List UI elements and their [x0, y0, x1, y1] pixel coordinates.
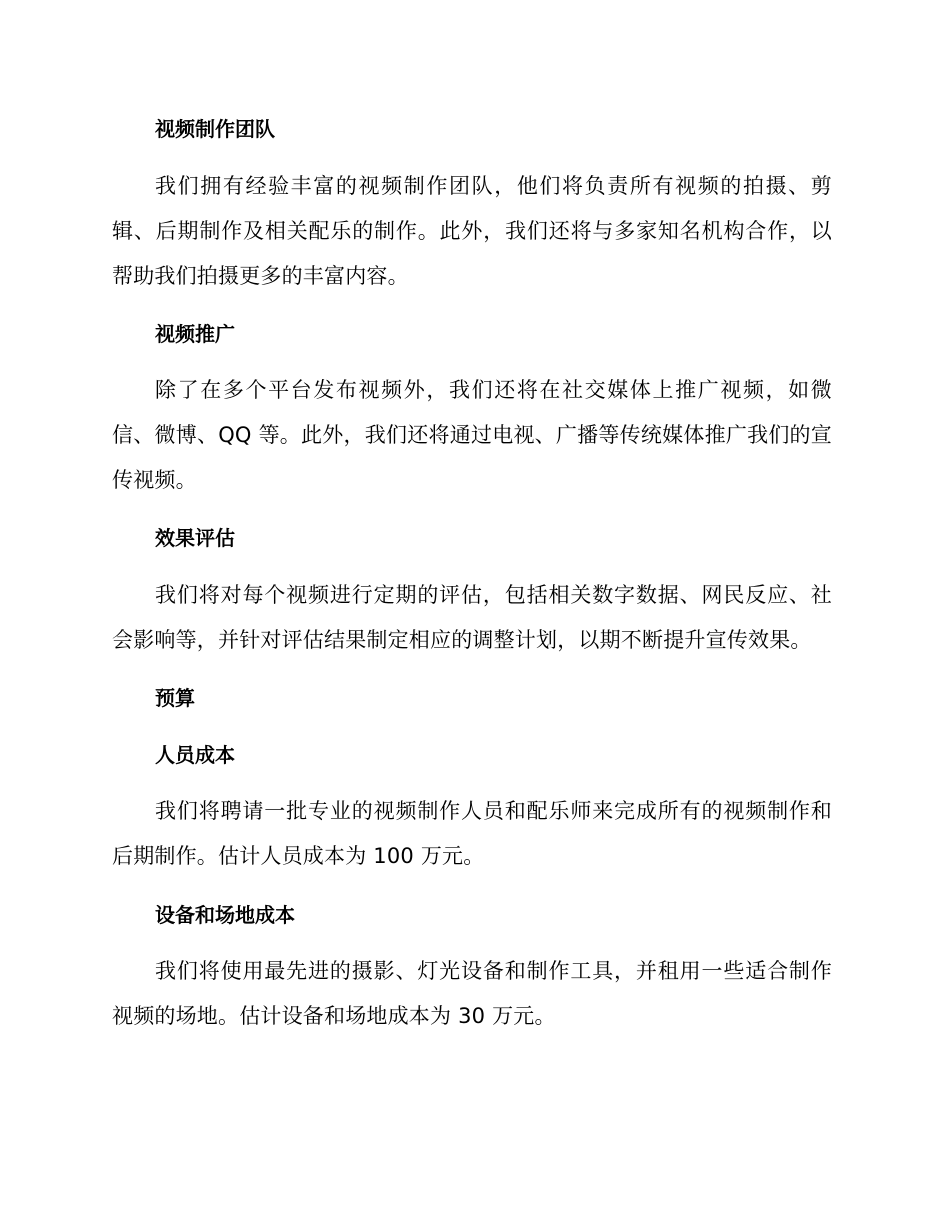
section-body-equipment-venue-cost: 我们将使用最先进的摄影、灯光设备和制作工具，并租用一些适合制作视频的场地。估计设备和场地成本为 30 万元。	[112, 959, 832, 1028]
section-heading-budget: 预算	[155, 686, 195, 710]
section-heading-video-production-team: 视频制作团队	[155, 117, 275, 141]
section-body-video-production-team: 我们拥有经验丰富的视频制作团队，他们将负责所有视频的拍摄、剪辑、后期制作及相关配乐的制作。此外，我们还将与多家知名机构合作，以帮助我们拍摄更多的丰富内容。	[112, 174, 832, 288]
section-body-effect-evaluation: 我们将对每个视频进行定期的评估，包括相关数字数据、网民反应、社会影响等，并针对评估结果制定相应的调整计划，以期不断提升宣传效果。	[112, 583, 832, 652]
section-heading-equipment-venue-cost: 设备和场地成本	[155, 903, 295, 927]
section-heading-video-promotion: 视频推广	[155, 322, 235, 346]
section-body-video-promotion: 除了在多个平台发布视频外，我们还将在社交媒体上推广视频，如微信、微博、QQ 等。此外，我们还将通过电视、广播等传统媒体推广我们的宣传视频。	[112, 378, 832, 492]
section-heading-effect-evaluation: 效果评估	[155, 526, 235, 550]
section-heading-personnel-cost: 人员成本	[155, 743, 235, 767]
section-body-personnel-cost: 我们将聘请一批专业的视频制作人员和配乐师来完成所有的视频制作和后期制作。估计人员成本为 100 万元。	[112, 799, 832, 868]
